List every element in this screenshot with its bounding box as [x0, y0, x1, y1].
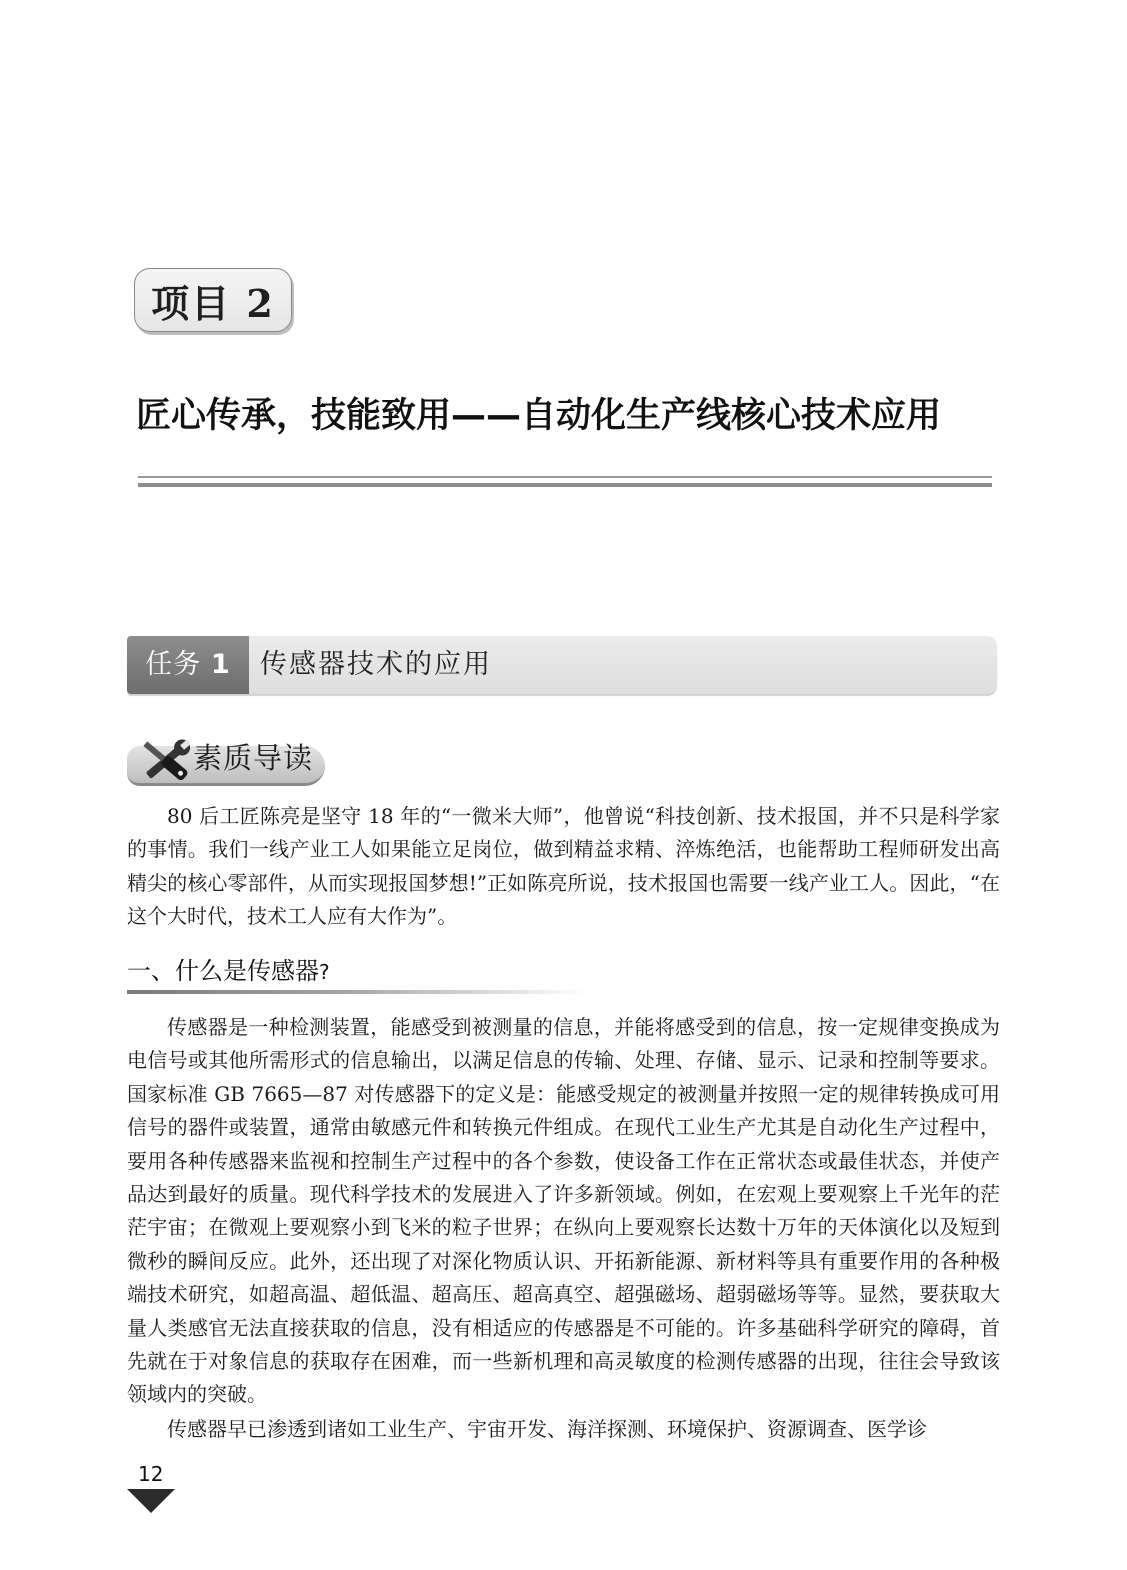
body-paragraph-continued: 传感器早已渗透到诸如工业生产、宇宙开发、海洋探测、环境保护、资源调查、医学诊	[167, 1417, 927, 1441]
project-badge	[134, 268, 292, 332]
task-tag-word: 任务	[145, 649, 202, 680]
section-heading-question-mark: ?	[319, 960, 330, 984]
task-tag	[127, 636, 249, 694]
section-heading-underline	[127, 990, 587, 994]
task-title: 传感器技术的应用	[260, 649, 492, 680]
section-badge-label: 素质导读	[193, 741, 314, 775]
intro-paragraph: 80 后工匠陈亮是坚守 18 年的“一微米大师”，他曾说“科技创新、技术报国，并不只是科学家的事情。我们一线产业工人如果能立足岗位，做到精益求精、淬炼绝活，也能帮助工程师研发出高精尖的核心零部件，从而实现报国梦想!”正如陈亮所说，技术报国也需要一线产业工人。因此，“在这个大时代，技术工人应有大作为”。	[127, 804, 1000, 929]
task-tag-number: 1	[210, 649, 231, 680]
section-heading-text: 一、什么是传感器	[127, 957, 319, 985]
section-badge	[127, 736, 327, 788]
tools-icon	[135, 736, 197, 786]
section-heading	[127, 954, 330, 989]
title-divider-thick	[138, 483, 992, 487]
page-number: 12	[138, 1462, 164, 1486]
title-divider-thin	[138, 476, 992, 478]
task-bar	[127, 636, 997, 694]
chapter-title: 匠心传承，技能致用——自动化生产线核心技术应用	[136, 396, 942, 436]
body-paragraph: 传感器是一种检测装置，能感受到被测量的信息，并能将感受到的信息，按一定规律变换成为电信号或其他所需形式的信息输出，以满足信息的传输、处理、存储、显示、记录和控制等要求。国家标准 GB 7665—87 对传感器下的定义是：能感受规定的被测量并按照一定的规律转换成可用信号的器件或装置，通常由敏感元件和转换元件组成。在现代工业生产尤其是自动化生产过程中，要用各种传感器来监视和控制生产过程中的各个参数，使设备工作在正常状态或最佳状态，并使产品达到最好的质量。现代科学技术的发展进入了许多新领域。例如，在宏观上要观察上千光年的茫茫宇宙；在微观上要观察小到飞米的粒子世界；在纵向上要观察长达数十万年的天体演化以及短到微秒的瞬间反应。此外，还出现了对深化物质认识、开拓新能源、新材料等具有重要作用的各种极端技术研究，如超高温、超低温、超高压、超高真空、超强磁场、超弱磁场等等。显然，要获取大量人类感官无法直接获取的信息，没有相适应的传感器是不可能的。许多基础科学研究的障碍，首先就在于对象信息的获取存在困难，而一些新机理和高灵敏度的检测传感器的出现，往往会导致该领域内的突破。	[127, 1015, 1000, 1407]
page-marker-triangle-icon	[127, 1489, 175, 1513]
project-label: 项目 2	[151, 280, 275, 326]
